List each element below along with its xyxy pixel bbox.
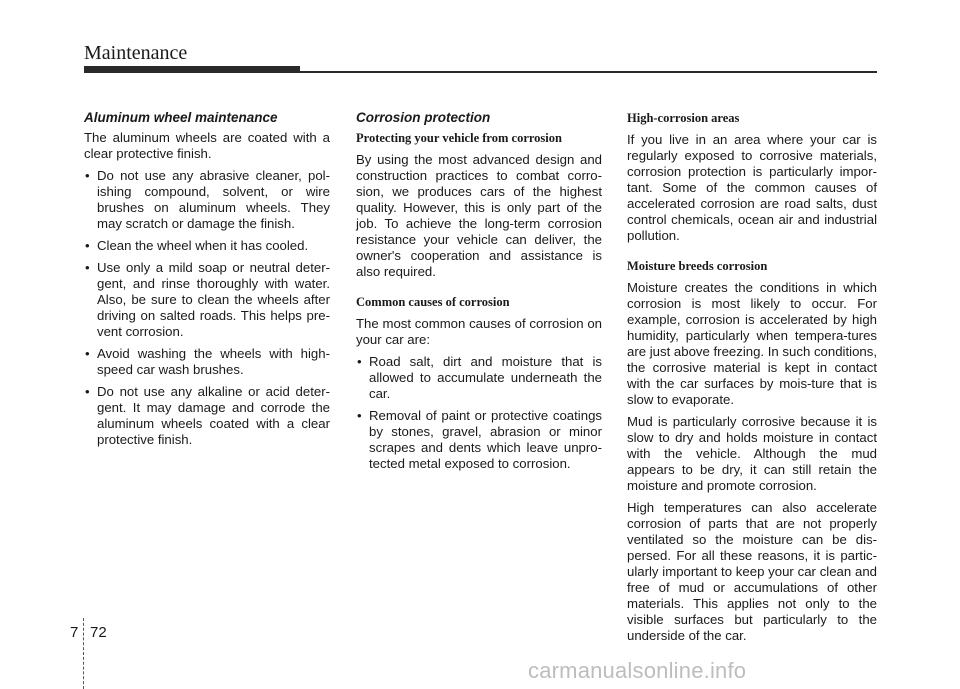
- paragraph: By using the most advanced design and construction practices to combat corro-sion, we produces cars of the highest quality. However, this is only part of the job. To achieve the long-term corrosion resistance your vehicle can deliver, the owner's cooperation and assistance is also required.: [356, 152, 602, 279]
- bullet-list: [356, 354, 602, 472]
- watermark-text: carmanualsonline.info: [528, 658, 747, 683]
- subheading-high-corrosion-areas: High-corrosion areas: [627, 111, 740, 125]
- paragraph: Mud is particularly corrosive because it is slow to dry and holds moisture in contact with the vehicle. Although the mud appears to be dry, it can still retain the moisture and promote corrosion.: [627, 414, 877, 493]
- paragraph: High temperatures can also accelerate corrosion of parts that are not properly ventilated so the moisture can be dis-persed. For all these reasons, it is partic-ularly important to keep your car clean and free of mud or accumulations of other materials. This applies not only to the visible surfaces but particularly to the underside of the car.: [627, 500, 877, 643]
- list-item: • Removal of paint or protective coatings by stones, gravel, abrasion or minor scrapes and dents which leave unpro-tected metal exposed to corrosion.: [356, 408, 602, 472]
- list-item: • Do not use any alkaline or acid deter-gent. It may damage and corrode the aluminum wheels coated with a clear protective finish.: [84, 384, 330, 448]
- list-item: • Use only a mild soap or neutral deter-gent, and rinse thoroughly with water. Also, be sure to clean the wheels after driving on salted roads. This helps pre-vent corrosion.: [84, 260, 330, 340]
- page-header-title: Maintenance: [84, 42, 188, 64]
- subheading-moisture-breeds-corrosion: Moisture breeds corrosion: [627, 259, 768, 273]
- chapter-number: 7: [70, 624, 79, 641]
- list-item: • Do not use any abrasive cleaner, pol-ishing compound, solvent, or wire brushes on aluminum wheels. They may scratch or damage the finish.: [84, 168, 330, 232]
- paragraph: If you live in an area where your car is regularly exposed to corrosive materials, corrosion protection is particularly impor-tant. Some of the common causes of accelerated corrosion are road salts, dust control chemicals, ocean air and industrial pollution.: [627, 132, 877, 243]
- subheading-common-causes: Common causes of corrosion: [356, 295, 510, 309]
- list-item: • Road salt, dirt and moisture that is allowed to accumulate underneath the car.: [356, 354, 602, 402]
- page-number: 72: [90, 624, 107, 641]
- footer-divider: [83, 618, 84, 689]
- column-high-corrosion: [627, 110, 877, 650]
- column-corrosion-protection: [356, 110, 602, 478]
- paragraph: Moisture creates the conditions in which corrosion is most likely to occur. For example, corrosion is accelerated by high humidity, particularly when tempera-tures are just above freezing. In such conditions, the corrosive material is kept in contact with the car surfaces by mois-ture that is slow to evaporate.: [627, 280, 877, 407]
- list-item: • Avoid washing the wheels with high-speed car wash brushes.: [84, 346, 330, 378]
- subheading-protecting-vehicle: Protecting your vehicle from corrosion: [356, 131, 562, 145]
- column-aluminum-wheel: [84, 110, 330, 454]
- header-rule-thick: [84, 66, 300, 73]
- section-heading-corrosion-protection: Corrosion protection: [356, 110, 491, 125]
- section-heading-aluminum-wheel: Aluminum wheel maintenance: [84, 110, 278, 125]
- list-item: • Clean the wheel when it has cooled.: [84, 238, 330, 254]
- paragraph: The most common causes of corrosion on your car are:: [356, 316, 602, 347]
- header-rule-thin: [300, 71, 877, 73]
- bullet-list: [84, 168, 330, 448]
- paragraph: The aluminum wheels are coated with a clear protective finish.: [84, 130, 330, 161]
